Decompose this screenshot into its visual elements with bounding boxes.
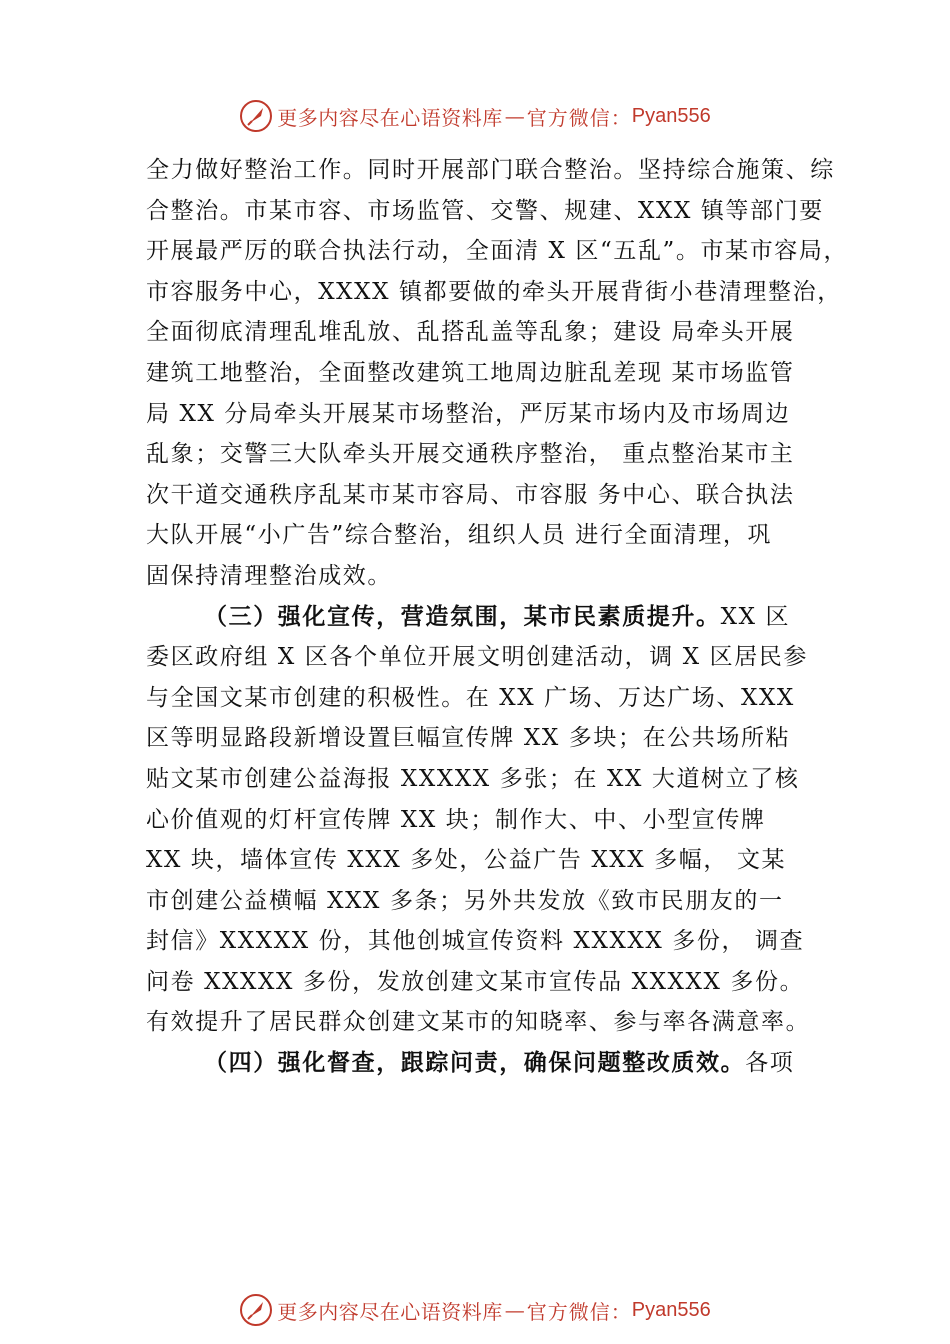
text-line: 贴文某市创建公益海报 XXXXX 多张；在 XX 大道树立了核 <box>146 765 800 792</box>
text-line: 全面彻底清理乱堆乱放、乱搭乱盖等乱象；建设 局牵头开展 <box>146 319 795 346</box>
text-line: XX 块，墙体宣传 XXX 多处，公益广告 XXX 多幅， 文某 <box>146 847 787 874</box>
text-line: 开展最严厉的联合执法行动，全面清 X 区“五乱”。市某市容局， <box>146 238 849 265</box>
text-line: 固保持清理整治成效。 <box>146 562 392 589</box>
text-line: 次干道交通秩序乱某市某市容局、市容服 务中心、联合执法 <box>146 481 795 508</box>
section-heading: （三）强化宣传，营造氛围，某市民素质提升。 <box>204 602 721 630</box>
text-line: 有效提升了居民群众创建文某市的知晓率、参与率各满意率。 <box>146 1009 811 1036</box>
text-line: 全力做好整治工作。同时开展部门联合整治。坚持综合施策、综 <box>146 157 835 183</box>
section-heading-line <box>146 597 846 638</box>
watermark-handle: Pyan556 <box>631 1298 711 1321</box>
document-body <box>146 150 849 1084</box>
text-line: 大队开展“小广告”综合整治，组织人员 进行全面清理，巩 <box>146 522 773 549</box>
text-line: 区等明显路段新增设置巨幅宣传牌 XX 多块；在公共场所粘 <box>146 725 791 752</box>
watermark-text: 更多内容尽在心语资料库 <box>277 105 503 130</box>
section-heading-tail: 各项 <box>745 1050 795 1077</box>
text-line: 封信》XXXXX 份，其他创城宣传资料 XXXXX 多份， 调查 <box>146 928 805 955</box>
watermark-label: 官方微信： <box>526 1299 632 1324</box>
text-line: 合整治。市某市容、市场监管、交警、规建、XXX 镇等部门要 <box>146 197 824 224</box>
section-heading: （四）强化督查，跟踪问责，确保问题整改质效。 <box>204 1049 746 1077</box>
text-line: 心价值观的灯杆宣传牌 XX 块；制作大、中、小型宣传牌 <box>146 806 766 833</box>
quill-logo-icon <box>239 1293 273 1327</box>
section-heading-line <box>146 1043 846 1084</box>
text-line: 问卷 XXXXX 多份，发放创建文某市宣传品 XXXXX 多份。 <box>146 968 805 995</box>
watermark-footer <box>0 1290 950 1330</box>
text-line: 市容服务中心，XXXX 镇都要做的牵头开展背街小巷清理整治， <box>146 278 842 305</box>
text-line: 委区政府组 X 区各个单位开展文明创建活动，调 X 区居民参 <box>146 644 808 671</box>
watermark-separator: — <box>504 1298 525 1322</box>
text-line: 局 XX 分局牵头开展某市场整治，严厉某市场内及市场周边 <box>146 400 791 427</box>
watermark-header <box>0 96 950 136</box>
watermark-text: 更多内容尽在心语资料库 <box>277 1299 503 1324</box>
text-line: 与全国文某市创建的积极性。在 XX 广场、万达广场、XXX <box>146 684 795 711</box>
text-line: 建筑工地整治，全面整改建筑工地周边脏乱差现 某市场监管 <box>146 359 795 386</box>
section-heading-tail: XX 区 <box>720 603 791 630</box>
watermark-label: 官方微信： <box>526 105 632 130</box>
text-line: 市创建公益横幅 XXX 多条；另外共发放《致市民朋友的一 <box>146 887 784 914</box>
text-line: 乱象；交警三大队牵头开展交通秩序整治， 重点整治某市主 <box>146 441 795 468</box>
quill-logo-icon <box>239 99 273 133</box>
watermark-separator: — <box>504 104 525 128</box>
watermark-handle: Pyan556 <box>631 104 711 127</box>
